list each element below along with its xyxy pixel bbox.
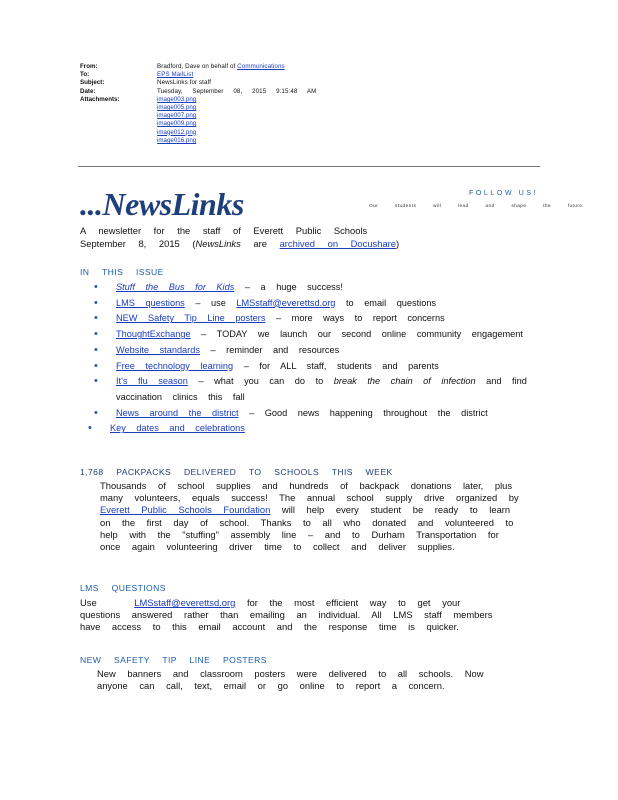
tagline: Our students will lead and shape the future. [369,204,585,209]
lms-heading: LMS QUESTIONS [80,583,166,593]
lms-paragraph [80,597,510,634]
toc-link[interactable]: It's flu season [116,376,188,387]
toc-text: – reminder and resources [199,344,340,355]
newslinks-italic: NewsLinks [195,238,241,249]
toc-text: – what you can do to [187,376,334,387]
are-text: are [240,238,280,249]
attachment-link[interactable]: image016.png [157,136,197,144]
toc-link[interactable]: News around the district [116,407,239,418]
packpacks-paragraph [100,480,530,553]
packpacks-text: will help every student be ready to learn on the first day of school. Thanks to all who donated and volunteered to help with the "stuffing" assembly line – and to Durham Transportation for once again volunteering driver time to collect and deliver supplies. [100,504,514,553]
subject-value: NewsLinks for staff [157,79,212,87]
close-paren: ) [396,238,400,249]
date-value: Tuesday, September 08, 2015 9:15:48 AM [157,87,317,95]
issue-toc [94,280,534,437]
toc-item [94,327,534,343]
toc-link[interactable]: Stuff the Bus for Kids [116,282,235,292]
lms-text: for the most efficient way to get your questions answered rather than emailing an individual. All LMS staff members have access to this email account and the response time is quicker. [80,597,493,633]
issue-date-line [80,238,399,250]
toc-text: – more ways to report concerns [265,313,445,324]
toc-text: – use [184,297,237,308]
attachment-link[interactable]: image012.png [157,128,197,136]
lms-email-link[interactable]: LMSstaff@everettsd.org [134,597,236,608]
from-value: Bradford, Dave on behalf of [157,63,238,70]
toc-text: – TODAY we launch our second online community engagement [190,329,523,340]
attachment-link[interactable]: image003.png [157,95,197,103]
toc-link[interactable]: Key dates and celebrations [110,423,245,434]
toc-link[interactable]: NEW Safety Tip Line posters [116,313,266,324]
header-divider [78,166,540,167]
toc-item [94,374,534,405]
packpacks-text: Thousands of school supplies and hundreds of backpack donations later, plus many volunteers, equals success! The annual school supply drive organized by [100,480,519,504]
toc-item [94,406,534,422]
from-link[interactable]: Communications [237,63,285,70]
from-label: From: [80,63,98,70]
toc-text: – a huge success! [234,282,343,292]
subject-label: Subject: [80,79,105,87]
toc-item [94,343,534,359]
issue-date: September 8, 2015 ( [80,238,196,249]
email-header [80,63,316,145]
follow-us-link[interactable]: FOLLOW US! [469,190,539,197]
foundation-link[interactable]: Everett Public Schools Foundation [100,504,271,516]
toc-text: – Good news happening throughout the district [238,407,488,418]
safety-paragraph: New banners and classroom posters were delivered to all schools. Now anyone can call, text, email or go online to report a concern. [97,668,484,692]
to-value[interactable]: EPS MailList [157,71,194,79]
toc-item [94,311,534,327]
in-this-issue-heading: IN THIS ISSUE [80,267,164,277]
toc-text: – for ALL staff, students and parents [233,360,439,371]
date-label: Date: [80,87,96,95]
safety-heading: NEW SAFETY TIP LINE POSTERS [80,655,267,665]
attachments-label: Attachments: [80,95,120,103]
to-label: To: [80,71,90,79]
packpacks-heading: 1,768 PACKPACKS DELIVERED TO SCHOOLS THIS WEEK [80,467,393,477]
toc-link[interactable]: LMS questions [116,297,185,308]
toc-text: and find vaccination clinics this fall [116,376,527,402]
toc-item [88,421,534,437]
toc-link[interactable]: ThoughtExchange [116,329,191,340]
attachments-list [157,96,196,145]
newslinks-logo: ...NewsLinks [80,186,244,222]
toc-item [94,296,534,312]
attachment-link[interactable]: image007.png [157,112,197,120]
attachment-link[interactable]: image009.png [157,120,197,128]
toc-item [94,359,534,375]
newsletter-subtitle: A newsletter for the staff of Everett Public Schools [80,225,368,236]
toc-link[interactable]: Free technology learning [116,360,234,371]
toc-italic: break the chain of infection [333,376,476,387]
toc-text: to email questions [335,297,437,308]
lms-text: Use [80,597,109,608]
archive-link[interactable]: archived on Docushare [279,238,396,249]
attachment-link[interactable]: image005.png [157,104,197,112]
lms-email-link[interactable]: LMSstaff@everettsd.org [236,297,336,308]
toc-item [94,280,534,296]
toc-link[interactable]: Website standards [116,344,200,355]
